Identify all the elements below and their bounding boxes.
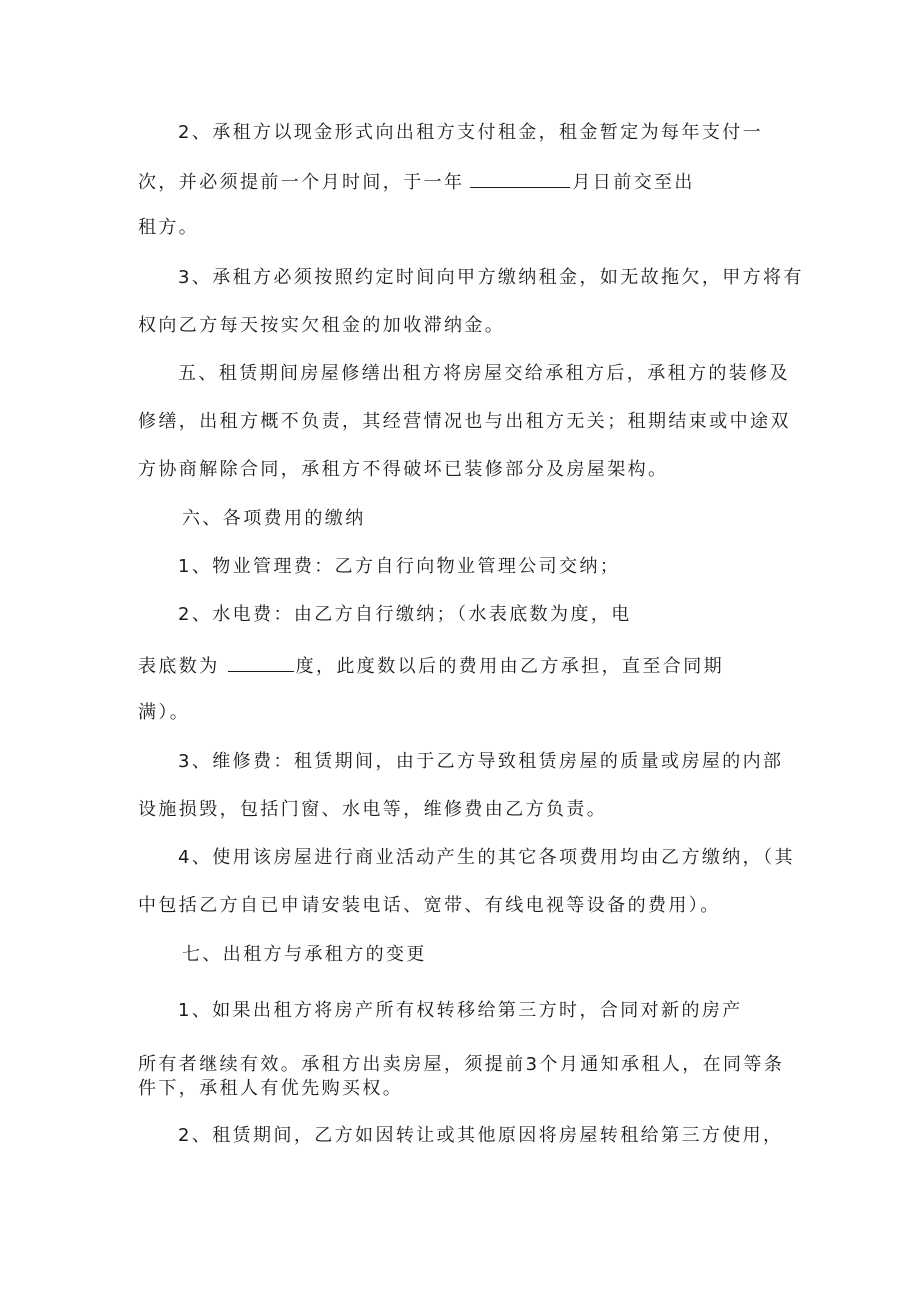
sublease-item-line-1: 2、租赁期间，乙方如因转让或其他原因将房屋转租给第三方使用， (178, 1125, 784, 1146)
payment-clause-text-before-blank: 次，并必须提前一个月时间，于一年 (138, 172, 465, 193)
utilities-item-line-1: 2、水电费：由乙方自行缴纳；（水表底数为度，电 (178, 604, 632, 625)
date-fill-blank (470, 169, 570, 188)
ownership-transfer-item-line-2: 所有者继续有效。承租方出卖房屋，须提前3个月通知承租人，在同等条 (138, 1054, 785, 1075)
repair-section-line-1: 五、租赁期间房屋修缮出租方将房屋交给承租方后，承租方的装修及 (178, 363, 790, 384)
repair-section-line-2: 修缮，出租方概不负责，其经营情况也与出租方无关；租期结束或中途双 (138, 411, 791, 432)
late-fee-clause-line-2: 权向乙方每天按实欠租金的加收滞纳金。 (138, 315, 506, 336)
repair-fee-item-line-1: 3、维修费：租赁期间，由于乙方导致租赁房屋的质量或房屋的内部 (178, 751, 784, 772)
repair-section-line-3: 方协商解除合同，承租方不得破坏已装修部分及房屋架构。 (138, 459, 669, 480)
ownership-transfer-item-line-1: 1、如果出租方将房产所有权转移给第三方时，合同对新的房产 (178, 1000, 743, 1021)
payment-clause-text-after-blank: 月日前交至出 (572, 172, 695, 193)
payment-clause-line-1: 2、承租方以现金形式向出租方支付租金，租金暂定为每年支付一 (178, 122, 764, 143)
repair-fee-item-line-2: 设施损毁，包括门窗、水电等，维修费由乙方负责。 (138, 799, 608, 820)
payment-clause-line-2 (138, 169, 695, 195)
utilities-item-line-2 (138, 653, 724, 679)
change-section-heading: 七、出租方与承租方的变更 (182, 944, 427, 965)
utilities-text-after-blank: 度，此度数以后的费用由乙方承担，直至合同期 (295, 656, 725, 677)
meter-reading-fill-blank (228, 653, 294, 672)
business-fee-item-line-2: 中包括乙方自已申请安装电话、宽带、有线电视等设备的费用）。 (138, 895, 721, 916)
property-fee-item: 1、物业管理费：乙方自行向物业管理公司交纳； (178, 556, 621, 577)
late-fee-clause-line-1: 3、承租方必须按照约定时间向甲方缴纳租金，如无故拖欠，甲方将有 (178, 267, 804, 288)
ownership-transfer-item-line-3: 件下，承租人有优先购买权。 (138, 1078, 404, 1099)
payment-clause-line-3: 租方。 (138, 217, 200, 238)
fees-section-heading: 六、各项费用的缴纳 (182, 508, 366, 529)
utilities-item-line-3: 满）。 (138, 702, 191, 723)
business-fee-item-line-1: 4、使用该房屋进行商业活动产生的其它各项费用均由乙方缴纳，（其 (178, 847, 795, 868)
utilities-text-before-blank: 表底数为 (138, 656, 220, 677)
